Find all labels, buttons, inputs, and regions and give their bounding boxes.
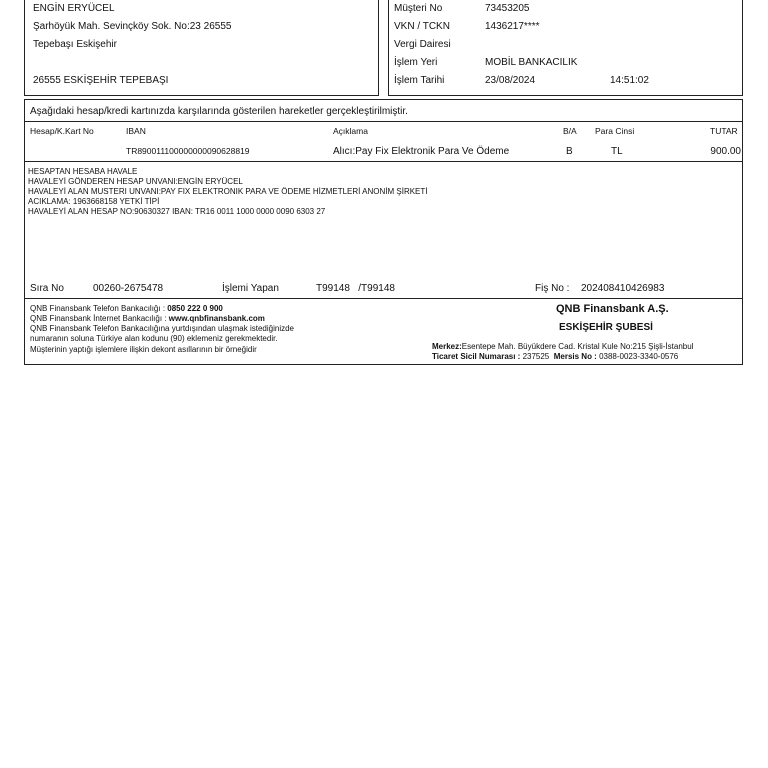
bank-branch: ESKİŞEHİR ŞUBESİ bbox=[559, 322, 653, 333]
header-currency: Para Cinsi bbox=[595, 126, 635, 136]
customer-postal: 26555 ESKİŞEHİR TEPEBAŞI bbox=[33, 75, 169, 86]
phone-label: QNB Finansbank Telefon Bankacılığı : bbox=[30, 304, 168, 313]
islem-tarihi-label: İşlem Tarihi bbox=[394, 75, 445, 86]
detail-line: HAVALEYİ GÖNDEREN HESAP UNVANI:ENGİN ERYÜCEL bbox=[28, 177, 243, 186]
detail-line: HAVALEYİ ALAN MUSTERI UNVANI:PAY FIX ELEKTRONIK PARA VE ÖDEME HİZMETLERİ ANONİM ŞİRKETİ bbox=[28, 187, 428, 196]
header-description: Açıklama bbox=[333, 126, 368, 136]
row-divider bbox=[25, 161, 742, 162]
contact-note: numaranın soluna Türkiye alan kodunu (90) eklemeniz gerekmektedir. bbox=[30, 334, 278, 343]
islem-yeri-value: MOBİL BANKACILIK bbox=[485, 57, 578, 68]
customer-address: Şarhöyük Mah. Sevinçköy Sok. No:23 26555 bbox=[33, 21, 232, 32]
header-amount: TUTAR bbox=[710, 126, 738, 136]
statement-divider bbox=[25, 121, 742, 122]
web-link[interactable]: www.qnbfinansbank.com bbox=[168, 314, 265, 323]
merkez-address: Esentepe Mah. Büyükdere Cad. Kristal Kule No:215 Şişli-İstanbul bbox=[461, 342, 694, 351]
islem-yeri-label: İşlem Yeri bbox=[394, 57, 438, 68]
bank-sicil-line bbox=[432, 352, 678, 361]
musteri-no-value: 73453205 bbox=[485, 3, 530, 14]
mersis-label: Mersis No : bbox=[553, 352, 600, 361]
contact-note: QNB Finansbank Telefon Bankacılığına yurtdışından ulaşmak istediğinizde bbox=[30, 324, 295, 333]
footer-divider bbox=[25, 298, 742, 299]
contact-note: Müşterinin yaptığı işlemlere ilişkin dekont asıllarının bir örneğidir bbox=[30, 345, 257, 354]
detail-line: HAVALEYİ ALAN HESAP NO:90630327 IBAN: TR16 0011 1000 0000 0090 6303 27 bbox=[28, 207, 326, 216]
islem-tarihi-value: 23/08/2024 bbox=[485, 75, 536, 86]
sira-no-label: Sıra No bbox=[30, 283, 64, 294]
sicil-value: 237525 bbox=[522, 352, 550, 361]
header-iban: IBAN bbox=[126, 126, 146, 136]
mersis-value: 0388-0023-3340-0576 bbox=[599, 352, 679, 361]
islemi-yapan-label: İşlemi Yapan bbox=[222, 283, 279, 294]
web-label: QNB Finansbank İnternet Bankacılığı : bbox=[30, 314, 169, 323]
bank-merkez-line bbox=[432, 342, 693, 351]
header-ba: B/A bbox=[563, 126, 577, 136]
row-description: Alıcı:Pay Fix Elektronik Para Ve Ödeme bbox=[333, 146, 510, 157]
header-account: Hesap/K.Kart No bbox=[30, 126, 94, 136]
phone-line bbox=[30, 304, 223, 313]
bank-name: QNB Finansbank A.Ş. bbox=[556, 303, 669, 315]
statement-text: Aşağıdaki hesap/kredi kartınızda karşılarında gösterilen hareketler gerçekleştirilmiştir. bbox=[30, 106, 408, 117]
row-iban: TR890011100000000090628819 bbox=[126, 146, 250, 156]
sicil-label: Ticaret Sicil Numarası : bbox=[432, 352, 523, 361]
row-ba: B bbox=[566, 146, 573, 157]
phone-number: 0850 222 0 900 bbox=[167, 304, 223, 313]
row-currency: TL bbox=[611, 146, 623, 157]
customer-name: ENGİN ERYÜCEL bbox=[33, 3, 115, 14]
customer-district: Tepebaşı Eskişehir bbox=[33, 39, 117, 50]
sira-no-value: 00260-2675478 bbox=[93, 283, 164, 294]
vkn-label: VKN / TCKN bbox=[394, 21, 450, 32]
vergi-dairesi-label: Vergi Dairesi bbox=[394, 39, 451, 50]
fis-no-label: Fiş No : bbox=[535, 283, 570, 294]
detail-line: ACIKLAMA: 1963668158 YETKİ TİPİ bbox=[28, 197, 160, 206]
detail-line: HESAPTAN HESABA HAVALE bbox=[28, 167, 138, 176]
islem-saati-value: 14:51:02 bbox=[610, 75, 649, 86]
fis-no-value: 202408410426983 bbox=[581, 283, 665, 294]
islemi-yapan-value: T99148 /T99148 bbox=[316, 283, 395, 294]
web-line bbox=[30, 314, 265, 323]
row-amount: 900.00 bbox=[710, 146, 741, 157]
vkn-value: 1436217**** bbox=[485, 21, 540, 32]
musteri-no-label: Müşteri No bbox=[394, 3, 443, 14]
merkez-label: Merkez: bbox=[432, 342, 462, 351]
